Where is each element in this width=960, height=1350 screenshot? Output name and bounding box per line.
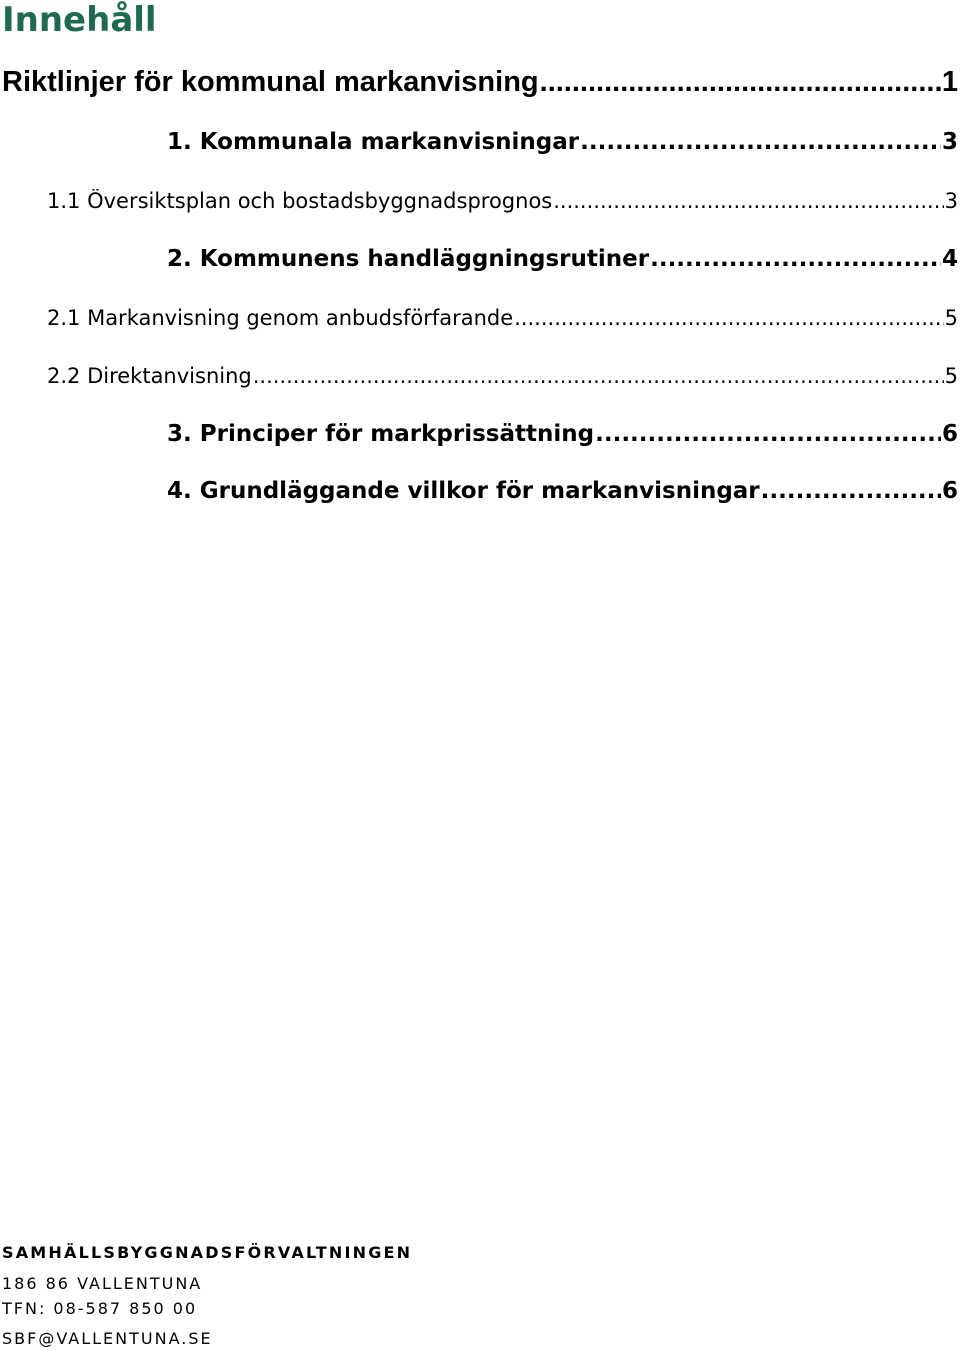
toc-entry-riktlinjer[interactable] bbox=[2, 66, 958, 104]
toc-dot-leader bbox=[514, 306, 943, 330]
toc-page-number: 5 bbox=[944, 306, 958, 330]
toc-dot-leader bbox=[553, 189, 943, 213]
toc-entry-label: 1. Kommunala markanvisningar bbox=[167, 129, 580, 155]
toc-entry-oversiktsplan[interactable] bbox=[47, 189, 958, 219]
toc-page-number: 6 bbox=[941, 421, 958, 447]
toc-entry-label: 3. Principer för markprissättning bbox=[167, 421, 595, 447]
toc-page-number: 3 bbox=[941, 129, 958, 155]
toc-entry-label: 2.1 Markanvisning genom anbudsförfarande bbox=[47, 306, 514, 330]
toc-dot-leader bbox=[650, 246, 941, 272]
toc-entry-label: 1.1 Översiktsplan och bostadsbyggnadsprognos bbox=[47, 189, 553, 213]
toc-entry-label: 2.2 Direktanvisning bbox=[47, 364, 252, 388]
toc-entry-direktanvisning[interactable] bbox=[47, 364, 958, 394]
toc-entry-label: 4. Grundläggande villkor för markanvisningar bbox=[167, 478, 760, 504]
footer-email: SBF@VALLENTUNA.SE bbox=[2, 1329, 213, 1348]
toc-page-number: 5 bbox=[944, 364, 958, 388]
toc-entry-label: Riktlinjer för kommunal markanvisning bbox=[2, 66, 539, 98]
toc-heading: Innehåll bbox=[2, 0, 157, 40]
toc-entry-anbudsforfarande[interactable] bbox=[47, 306, 958, 336]
toc-dot-leader bbox=[761, 478, 941, 504]
toc-entry-grundlaggande-villkor[interactable] bbox=[167, 478, 958, 510]
toc-page-number: 4 bbox=[941, 246, 958, 272]
toc-entry-handlaggningsrutiner[interactable] bbox=[167, 246, 958, 278]
toc-dot-leader bbox=[580, 129, 941, 155]
toc-dot-leader bbox=[595, 421, 941, 447]
page-footer bbox=[2, 1242, 602, 1350]
toc-page-number: 1 bbox=[941, 66, 958, 98]
toc-entry-kommunala-markanvisningar[interactable] bbox=[167, 129, 958, 161]
toc-entry-markprissattning[interactable] bbox=[167, 421, 958, 453]
footer-address: 186 86 VALLENTUNA bbox=[2, 1274, 203, 1293]
toc-entry-label: 2. Kommunens handläggningsrutiner bbox=[167, 246, 650, 272]
toc-page-number: 6 bbox=[941, 478, 958, 504]
toc-page-number: 3 bbox=[944, 189, 958, 213]
toc-dot-leader bbox=[540, 66, 941, 99]
footer-phone: TFN: 08-587 850 00 bbox=[2, 1299, 198, 1318]
toc-dot-leader bbox=[253, 364, 944, 388]
footer-organization: SAMHÄLLSBYGGNADSFÖRVALTNINGEN bbox=[2, 1243, 413, 1262]
